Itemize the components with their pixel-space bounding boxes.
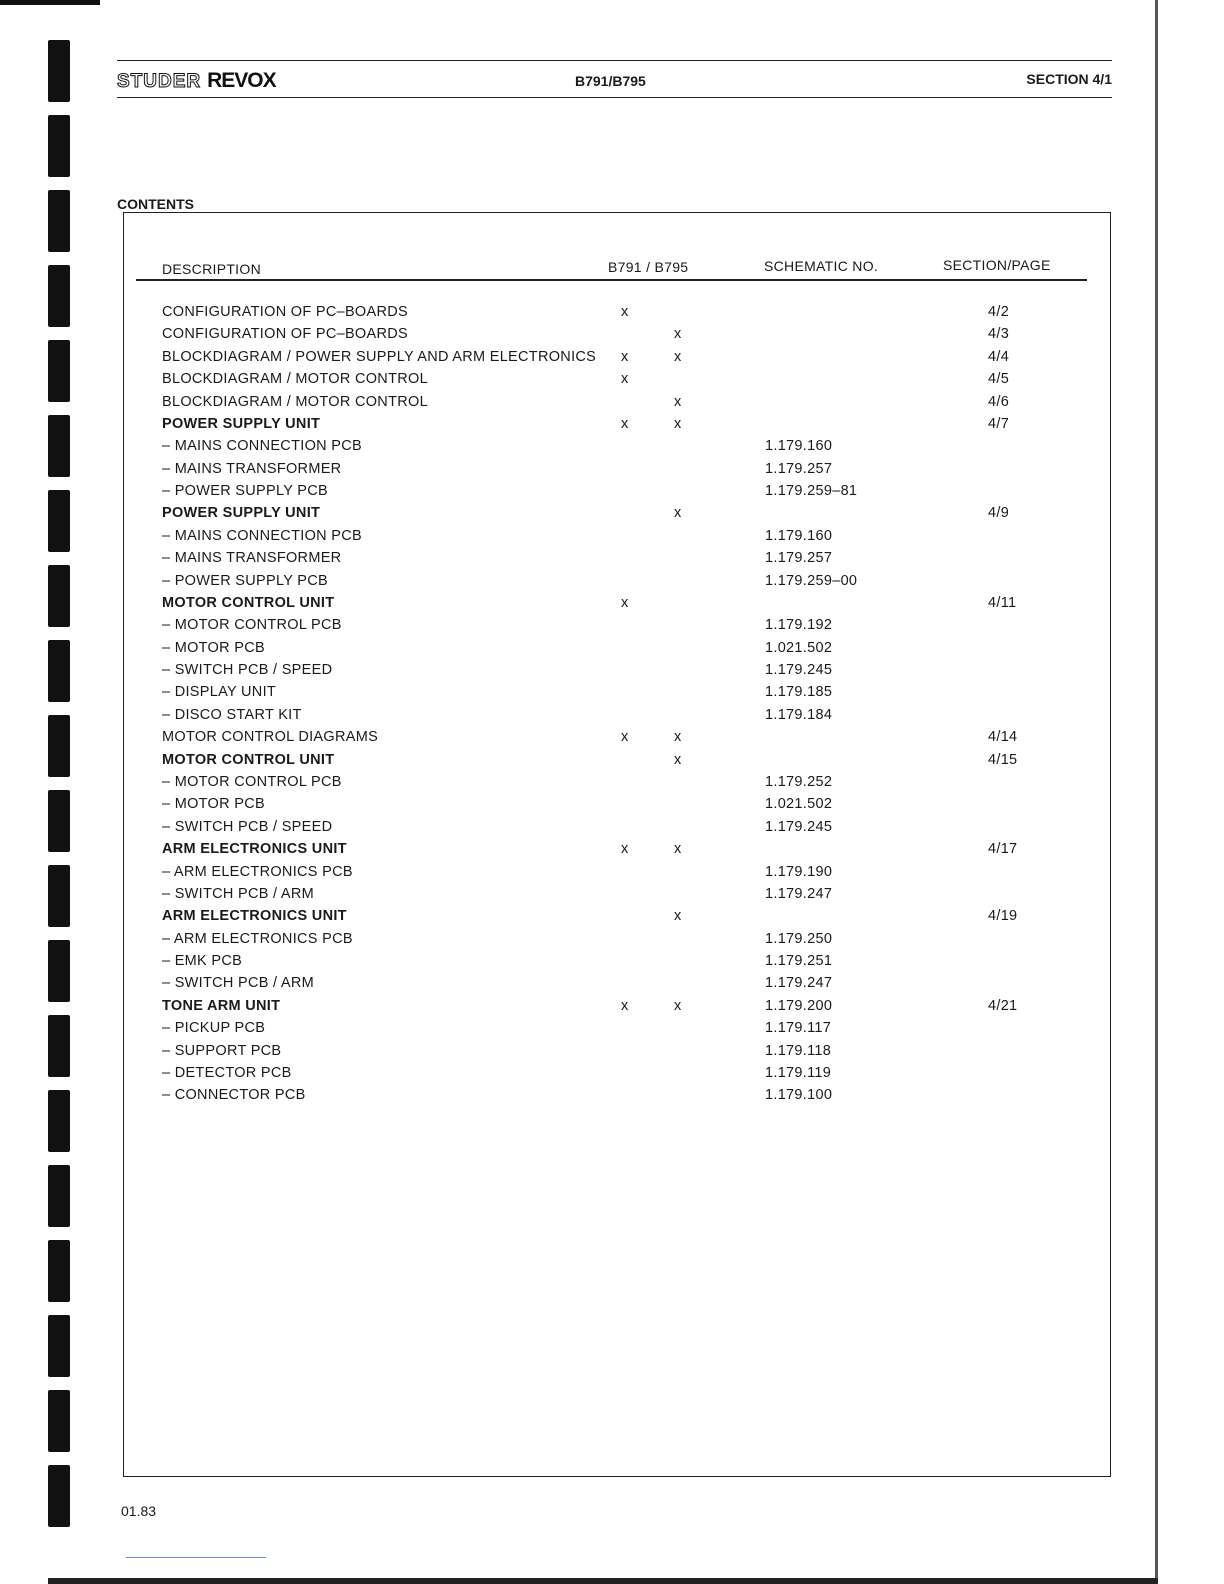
row-description: BLOCKDIAGRAM / MOTOR CONTROL bbox=[162, 393, 428, 410]
binder-hole bbox=[48, 1390, 70, 1452]
table-row bbox=[0, 640, 1224, 660]
table-row bbox=[0, 326, 1224, 346]
row-b795-mark: x bbox=[674, 841, 682, 858]
header-rule-top bbox=[117, 60, 1112, 61]
row-schematic-no: 1.179.185 bbox=[765, 684, 833, 701]
table-row bbox=[0, 595, 1224, 615]
row-schematic-no: 1.179.117 bbox=[765, 1020, 832, 1037]
table-row bbox=[0, 819, 1224, 839]
row-b795-mark: x bbox=[674, 908, 682, 925]
binder-hole bbox=[48, 1465, 70, 1527]
row-section-page: 4/7 bbox=[988, 415, 1010, 432]
binder-hole bbox=[48, 190, 70, 252]
row-schematic-no: 1.179.252 bbox=[765, 773, 833, 790]
table-row bbox=[0, 550, 1224, 570]
row-b791-mark: x bbox=[621, 304, 629, 320]
table-row bbox=[0, 864, 1224, 884]
table-row bbox=[0, 1043, 1224, 1063]
footer-date-code: 01.83 bbox=[121, 1503, 157, 1519]
row-b791-mark: x bbox=[621, 371, 629, 388]
table-row bbox=[0, 505, 1224, 525]
row-description: ARM ELECTRONICS UNIT bbox=[162, 908, 347, 925]
row-description: – POWER SUPPLY PCB bbox=[162, 483, 329, 500]
row-description: – MOTOR PCB bbox=[162, 639, 265, 656]
row-description: CONFIGURATION OF PC–BOARDS bbox=[162, 304, 408, 320]
scan-edge-bottom bbox=[48, 1578, 1158, 1584]
row-description: – MAINS CONNECTION PCB bbox=[162, 438, 362, 455]
table-row bbox=[0, 573, 1224, 593]
row-b791-mark: x bbox=[621, 997, 629, 1014]
row-b791-mark: x bbox=[621, 594, 629, 611]
table-row bbox=[0, 774, 1224, 794]
row-b791-mark: x bbox=[621, 415, 629, 432]
row-schematic-no: 1.179.100 bbox=[765, 1087, 833, 1104]
row-schematic-no: 1.179.200 bbox=[765, 997, 833, 1014]
row-schematic-no: 1.021.502 bbox=[765, 639, 833, 656]
row-schematic-no: 1.179.257 bbox=[765, 550, 833, 567]
row-description: – MOTOR CONTROL PCB bbox=[162, 617, 342, 634]
row-b795-mark: x bbox=[674, 393, 682, 410]
table-row bbox=[0, 394, 1224, 414]
row-schematic-no: 1.179.118 bbox=[765, 1042, 832, 1059]
row-schematic-no: 1.179.184 bbox=[765, 706, 833, 723]
row-schematic-no: 1.179.245 bbox=[765, 662, 833, 679]
row-description: POWER SUPPLY UNIT bbox=[162, 415, 321, 432]
table-row bbox=[0, 975, 1224, 995]
row-description: – MAINS TRANSFORMER bbox=[162, 550, 342, 567]
row-b791-mark: x bbox=[621, 729, 629, 746]
table-row bbox=[0, 483, 1224, 503]
row-section-page: 4/14 bbox=[988, 729, 1018, 746]
row-description: MOTOR CONTROL UNIT bbox=[162, 751, 335, 768]
table-row bbox=[0, 662, 1224, 682]
row-b795-mark: x bbox=[674, 997, 682, 1014]
header-rule-bottom bbox=[117, 97, 1112, 98]
row-schematic-no: 1.179.160 bbox=[765, 527, 833, 544]
col-header-models: B791 / B795 bbox=[608, 259, 689, 275]
table-row bbox=[0, 998, 1224, 1018]
row-schematic-no: 1.179.251 bbox=[765, 953, 833, 970]
col-header-section-page: SECTION/PAGE bbox=[943, 257, 1051, 273]
row-b795-mark: x bbox=[674, 505, 682, 522]
table-row bbox=[0, 461, 1224, 481]
table-row bbox=[0, 416, 1224, 436]
header-divider bbox=[136, 279, 1087, 281]
table-row bbox=[0, 617, 1224, 637]
row-description: – SUPPORT PCB bbox=[162, 1042, 282, 1059]
table-row bbox=[0, 886, 1224, 906]
row-schematic-no: 1.179.259–00 bbox=[765, 572, 858, 589]
row-schematic-no: 1.179.190 bbox=[765, 863, 833, 880]
section-header: SECTION 4/1 bbox=[1026, 71, 1112, 87]
contents-title: CONTENTS bbox=[117, 196, 194, 212]
row-description: – EMK PCB bbox=[162, 953, 243, 970]
model-header: B791/B795 bbox=[575, 73, 646, 89]
row-section-page: 4/5 bbox=[988, 371, 1010, 388]
table-row bbox=[0, 953, 1224, 973]
row-description: ARM ELECTRONICS UNIT bbox=[162, 841, 347, 858]
row-schematic-no: 1.179.247 bbox=[765, 885, 833, 902]
row-description: – POWER SUPPLY PCB bbox=[162, 572, 329, 589]
brand-studer: STUDER bbox=[117, 71, 202, 92]
row-description: – SWITCH PCB / SPEED bbox=[162, 818, 333, 835]
table-row bbox=[0, 1065, 1224, 1085]
row-section-page: 4/6 bbox=[988, 393, 1010, 410]
row-description: – MAINS CONNECTION PCB bbox=[162, 527, 362, 544]
table-row bbox=[0, 729, 1224, 749]
binder-hole bbox=[48, 1165, 70, 1227]
scan-edge-top bbox=[0, 0, 100, 5]
row-section-page: 4/3 bbox=[988, 326, 1010, 343]
row-description: CONFIGURATION OF PC–BOARDS bbox=[162, 326, 408, 343]
table-row bbox=[0, 528, 1224, 548]
table-row bbox=[0, 908, 1224, 928]
row-description: – DISCO START KIT bbox=[162, 706, 302, 723]
row-b795-mark: x bbox=[674, 729, 682, 746]
footer-line bbox=[126, 1557, 266, 1558]
col-header-schematic: SCHEMATIC NO. bbox=[764, 258, 879, 274]
row-section-page: 4/17 bbox=[988, 841, 1018, 858]
row-description: – SWITCH PCB / ARM bbox=[162, 885, 315, 902]
row-section-page: 4/9 bbox=[988, 505, 1010, 522]
row-schematic-no: 1.179.247 bbox=[765, 975, 833, 992]
row-schematic-no: 1.179.250 bbox=[765, 930, 833, 947]
row-section-page: 4/4 bbox=[988, 348, 1010, 365]
table-row bbox=[0, 371, 1224, 391]
table-row bbox=[0, 438, 1224, 458]
table-row bbox=[0, 931, 1224, 951]
row-schematic-no: 1.179.245 bbox=[765, 818, 833, 835]
row-description: BLOCKDIAGRAM / MOTOR CONTROL bbox=[162, 371, 428, 388]
row-description: – DISPLAY UNIT bbox=[162, 684, 277, 701]
row-schematic-no: 1.179.259–81 bbox=[765, 483, 858, 500]
table-row bbox=[0, 1087, 1224, 1107]
row-description: – SWITCH PCB / SPEED bbox=[162, 662, 333, 679]
row-b791-mark: x bbox=[621, 841, 629, 858]
row-schematic-no: 1.179.119 bbox=[765, 1064, 832, 1081]
row-description: BLOCKDIAGRAM / POWER SUPPLY AND ARM ELECTRONICS bbox=[162, 348, 597, 365]
table-row bbox=[0, 707, 1224, 727]
row-description: – ARM ELECTRONICS PCB bbox=[162, 863, 353, 880]
binder-hole bbox=[48, 1315, 70, 1377]
row-description: – SWITCH PCB / ARM bbox=[162, 975, 315, 992]
binder-hole bbox=[48, 1240, 70, 1302]
row-description: TONE ARM UNIT bbox=[162, 997, 281, 1014]
table-row bbox=[0, 1020, 1224, 1040]
row-section-page: 4/11 bbox=[988, 594, 1017, 611]
row-description: – MAINS TRANSFORMER bbox=[162, 460, 342, 477]
table-row bbox=[0, 796, 1224, 816]
row-b795-mark: x bbox=[674, 326, 682, 343]
row-description: – CONNECTOR PCB bbox=[162, 1087, 306, 1104]
brand-revox: REVOX bbox=[207, 69, 276, 92]
row-description: – ARM ELECTRONICS PCB bbox=[162, 930, 353, 947]
row-b795-mark: x bbox=[674, 751, 682, 768]
binder-hole bbox=[48, 40, 70, 102]
row-section-page: 4/21 bbox=[988, 997, 1018, 1014]
row-schematic-no: 1.021.502 bbox=[765, 796, 833, 813]
row-schematic-no: 1.179.257 bbox=[765, 460, 833, 477]
col-header-description: DESCRIPTION bbox=[162, 261, 261, 277]
row-b795-mark: x bbox=[674, 415, 682, 432]
row-section-page: 4/2 bbox=[988, 304, 1010, 320]
row-section-page: 4/15 bbox=[988, 751, 1018, 768]
row-description: – DETECTOR PCB bbox=[162, 1064, 292, 1081]
row-schematic-no: 1.179.192 bbox=[765, 617, 833, 634]
row-description: MOTOR CONTROL DIAGRAMS bbox=[162, 729, 379, 746]
row-b795-mark: x bbox=[674, 348, 682, 365]
brand-logo bbox=[117, 69, 276, 93]
row-description: POWER SUPPLY UNIT bbox=[162, 505, 321, 522]
table-row bbox=[0, 752, 1224, 772]
table-row bbox=[0, 684, 1224, 704]
table-row bbox=[0, 349, 1224, 369]
row-section-page: 4/19 bbox=[988, 908, 1018, 925]
binder-hole bbox=[48, 115, 70, 177]
row-schematic-no: 1.179.160 bbox=[765, 438, 833, 455]
table-row bbox=[0, 841, 1224, 861]
table-row bbox=[0, 304, 1224, 324]
row-description: – MOTOR PCB bbox=[162, 796, 265, 813]
row-description: MOTOR CONTROL UNIT bbox=[162, 594, 335, 611]
row-description: – MOTOR CONTROL PCB bbox=[162, 773, 342, 790]
row-description: – PICKUP PCB bbox=[162, 1020, 266, 1037]
row-b791-mark: x bbox=[621, 348, 629, 365]
